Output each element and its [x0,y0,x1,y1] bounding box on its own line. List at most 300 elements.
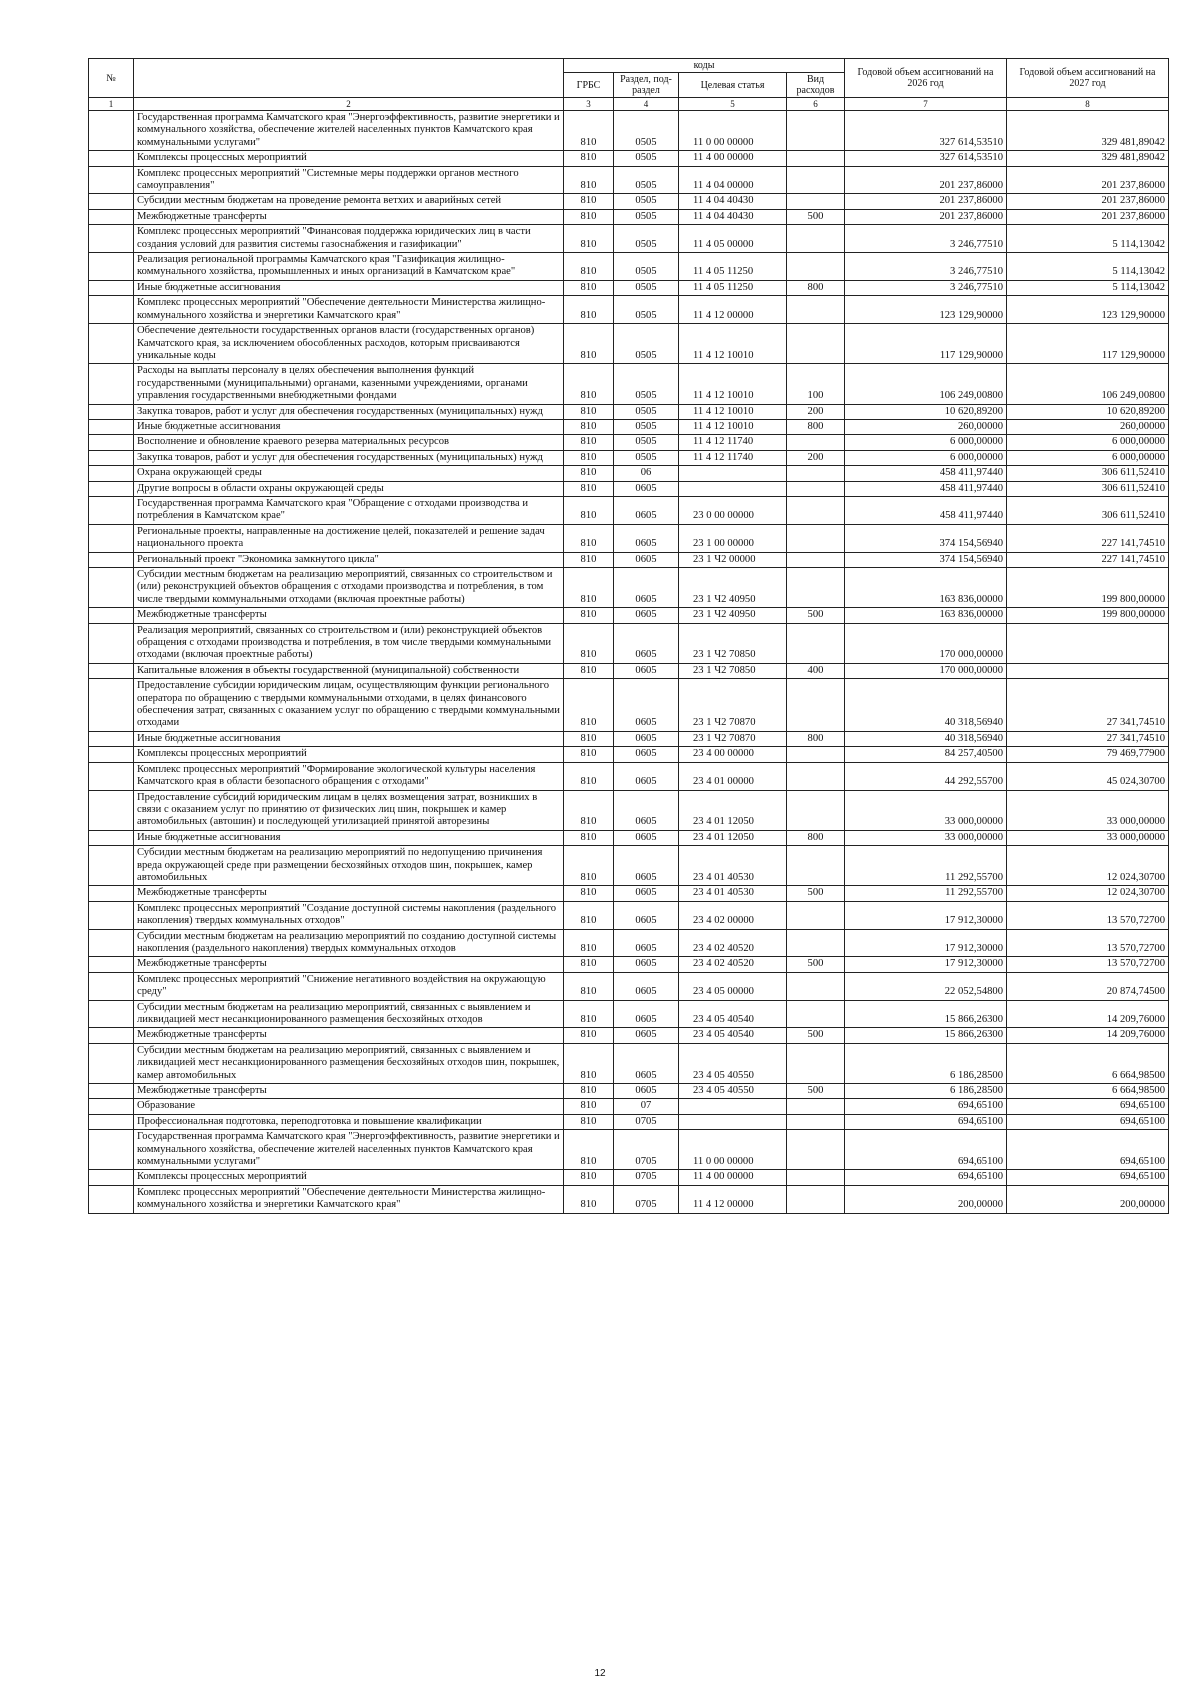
table-row [89,552,1169,567]
item-name-cell: Комплекс процессных мероприятий "Финансовая поддержка юридических лиц в части создания условий для развития системы газоснабжения и газификации" [134,225,564,253]
amount-2027-cell: 694,65100 [1007,1130,1169,1170]
row-number-cell [89,435,134,450]
expense-type-cell: 800 [787,419,845,434]
razdel-cell: 0605 [614,972,679,1000]
amount-2027-cell: 79 469,77900 [1007,747,1169,762]
header-name [134,59,564,98]
amount-2026-cell: 458 411,97440 [845,496,1007,524]
expense-type-cell: 200 [787,450,845,465]
amount-2027-cell: 227 141,74510 [1007,524,1169,552]
row-number-cell [89,481,134,496]
amount-2027-cell: 694,65100 [1007,1114,1169,1129]
expense-type-cell [787,435,845,450]
header-vid: Вид расходов [787,73,845,98]
amount-2026-cell: 10 620,89200 [845,404,1007,419]
target-article-cell: 23 4 02 40520 [679,957,787,972]
razdel-cell: 0605 [614,1043,679,1083]
amount-2026-cell: 458 411,97440 [845,481,1007,496]
row-number-cell [89,419,134,434]
grbs-cell: 810 [564,608,614,623]
target-article-cell: 11 4 00 00000 [679,1170,787,1185]
item-name-cell: Государственная программа Камчатского края "Энергоэффективность, развитие энергетики и коммунального хозяйства, обеспечение жителей населенных пунктов Камчатского края коммунальными услугами" [134,111,564,151]
grbs-cell: 810 [564,404,614,419]
razdel-cell: 0605 [614,830,679,845]
amount-2026-cell: 260,00000 [845,419,1007,434]
header-column-numbers [89,98,1169,111]
amount-2026-cell: 170 000,00000 [845,663,1007,678]
expense-type-cell [787,1099,845,1114]
target-article-cell: 11 4 12 00000 [679,296,787,324]
item-name-cell: Субсидии местным бюджетам на реализацию мероприятий по недопущению причинения вреда окружающей среде при размещении бесхозяйных отходов шин, покрышек, камер автомобильных [134,846,564,886]
target-article-cell: 11 4 00 00000 [679,151,787,166]
grbs-cell: 810 [564,151,614,166]
table-row [89,209,1169,224]
expense-type-cell [787,466,845,481]
grbs-cell: 810 [564,1028,614,1043]
row-number-cell [89,679,134,732]
target-article-cell: 23 4 05 40550 [679,1084,787,1099]
target-article-cell: 23 1 Ч2 40950 [679,608,787,623]
table-row [89,1114,1169,1129]
colnum: 1 [89,98,134,111]
expense-type-cell [787,225,845,253]
header-razdel: Раздел, под-раздел [614,73,679,98]
row-number-cell [89,1000,134,1028]
item-name-cell: Предоставление субсидий юридическим лицам в целях возмещения затрат, возникших в связи с оказанием услуг по принятию от физических лиц шин, покрышек и камер автомобильных (автошин) и последующей утилизацией принятой авторезины [134,790,564,830]
item-name-cell: Межбюджетные трансферты [134,1084,564,1099]
grbs-cell: 810 [564,466,614,481]
amount-2027-cell: 201 237,86000 [1007,209,1169,224]
razdel-cell: 0605 [614,1028,679,1043]
expense-type-cell [787,194,845,209]
target-article-cell: 23 4 01 40530 [679,846,787,886]
grbs-cell: 810 [564,209,614,224]
razdel-cell: 0505 [614,151,679,166]
row-number-cell [89,929,134,957]
razdel-cell: 0605 [614,846,679,886]
amount-2026-cell: 11 292,55700 [845,886,1007,901]
target-article-cell: 11 4 12 11740 [679,450,787,465]
amount-2027-cell: 117 129,90000 [1007,324,1169,364]
target-article-cell: 23 4 05 40550 [679,1043,787,1083]
row-number-cell [89,280,134,295]
target-article-cell: 11 4 05 11250 [679,280,787,295]
amount-2026-cell: 40 318,56940 [845,731,1007,746]
table-row [89,929,1169,957]
table-row [89,886,1169,901]
amount-2027-cell: 27 341,74510 [1007,731,1169,746]
grbs-cell: 810 [564,957,614,972]
row-number-cell [89,886,134,901]
header-2026: Годовой объем ассигнований на 2026 год [845,59,1007,98]
razdel-cell: 0605 [614,496,679,524]
amount-2027-cell: 12 024,30700 [1007,886,1169,901]
row-number-cell [89,1185,134,1213]
row-number-cell [89,1130,134,1170]
amount-2027-cell: 306 611,52410 [1007,496,1169,524]
table-row [89,1000,1169,1028]
razdel-cell: 0605 [614,623,679,663]
amount-2027-cell: 10 620,89200 [1007,404,1169,419]
row-number-cell [89,1084,134,1099]
row-number-cell [89,747,134,762]
amount-2026-cell: 106 249,00800 [845,364,1007,404]
item-name-cell: Субсидии местным бюджетам на реализацию мероприятий по созданию доступной системы накопления (раздельного накопления) твердых коммунальных отходов [134,929,564,957]
amount-2026-cell: 374 154,56940 [845,524,1007,552]
amount-2026-cell: 6 186,28500 [845,1043,1007,1083]
item-name-cell: Образование [134,1099,564,1114]
table-row [89,435,1169,450]
header-num: № [89,59,134,98]
target-article-cell: 11 4 12 00000 [679,1185,787,1213]
grbs-cell: 810 [564,972,614,1000]
expense-type-cell [787,324,845,364]
amount-2027-cell: 33 000,00000 [1007,830,1169,845]
amount-2026-cell: 33 000,00000 [845,790,1007,830]
amount-2026-cell: 15 866,26300 [845,1028,1007,1043]
target-article-cell: 11 4 12 10010 [679,324,787,364]
razdel-cell: 0605 [614,790,679,830]
table-row [89,731,1169,746]
expense-type-cell: 800 [787,731,845,746]
item-name-cell: Межбюджетные трансферты [134,209,564,224]
razdel-cell: 06 [614,466,679,481]
grbs-cell: 810 [564,1130,614,1170]
razdel-cell: 0605 [614,663,679,678]
table-row [89,790,1169,830]
amount-2027-cell: 201 237,86000 [1007,166,1169,194]
row-number-cell [89,450,134,465]
item-name-cell: Субсидии местным бюджетам на реализацию мероприятий, связанных со строительством и (или) реконструкцией объектов обращения с отходами производства и потребления, в том числе твердыми коммунальными отходами (включая проектные работы) [134,568,564,608]
razdel-cell: 0605 [614,929,679,957]
table-row [89,972,1169,1000]
table-row [89,524,1169,552]
expense-type-cell [787,111,845,151]
amount-2026-cell: 327 614,53510 [845,111,1007,151]
razdel-cell: 0605 [614,1084,679,1099]
razdel-cell: 0605 [614,762,679,790]
item-name-cell: Комплекс процессных мероприятий "Обеспечение деятельности Министерства жилищно-коммунального хозяйства и энергетики Камчатского края" [134,296,564,324]
expense-type-cell [787,552,845,567]
item-name-cell: Профессиональная подготовка, переподготовка и повышение квалификации [134,1114,564,1129]
amount-2027-cell: 199 800,00000 [1007,568,1169,608]
amount-2027-cell: 306 611,52410 [1007,466,1169,481]
expense-type-cell: 500 [787,608,845,623]
table-row [89,663,1169,678]
grbs-cell: 810 [564,1000,614,1028]
item-name-cell: Комплекс процессных мероприятий "Снижение негативного воздействия на окружающую среду" [134,972,564,1000]
amount-2027-cell: 13 570,72700 [1007,929,1169,957]
table-row [89,679,1169,732]
grbs-cell: 810 [564,324,614,364]
amount-2026-cell: 327 614,53510 [845,151,1007,166]
expense-type-cell [787,790,845,830]
expense-type-cell: 500 [787,957,845,972]
amount-2027-cell: 14 209,76000 [1007,1000,1169,1028]
target-article-cell: 23 1 Ч2 70850 [679,623,787,663]
expense-type-cell [787,762,845,790]
colnum: 8 [1007,98,1169,111]
table-row [89,111,1169,151]
grbs-cell: 810 [564,166,614,194]
target-article-cell: 11 4 12 10010 [679,404,787,419]
amount-2026-cell: 3 246,77510 [845,225,1007,253]
grbs-cell: 810 [564,846,614,886]
amount-2027-cell: 260,00000 [1007,419,1169,434]
row-number-cell [89,496,134,524]
item-name-cell: Комплексы процессных мероприятий [134,151,564,166]
item-name-cell: Иные бюджетные ассигнования [134,419,564,434]
target-article-cell [679,466,787,481]
amount-2026-cell: 694,65100 [845,1170,1007,1185]
razdel-cell: 0505 [614,166,679,194]
amount-2027-cell: 6 000,00000 [1007,450,1169,465]
amount-2026-cell: 84 257,40500 [845,747,1007,762]
amount-2026-cell: 6 186,28500 [845,1084,1007,1099]
expense-type-cell [787,524,845,552]
table-row [89,1130,1169,1170]
budget-table [88,58,1169,1214]
amount-2026-cell: 201 237,86000 [845,209,1007,224]
amount-2027-cell: 329 481,89042 [1007,111,1169,151]
grbs-cell: 810 [564,731,614,746]
row-number-cell [89,404,134,419]
amount-2026-cell: 3 246,77510 [845,280,1007,295]
table-row [89,419,1169,434]
expense-type-cell: 500 [787,1028,845,1043]
expense-type-cell [787,929,845,957]
target-article-cell: 11 0 00 00000 [679,111,787,151]
item-name-cell: Комплексы процессных мероприятий [134,747,564,762]
razdel-cell: 0505 [614,419,679,434]
expense-type-cell [787,496,845,524]
expense-type-cell [787,1000,845,1028]
grbs-cell: 810 [564,496,614,524]
target-article-cell: 23 4 01 12050 [679,790,787,830]
item-name-cell: Реализация мероприятий, связанных со строительством и (или) реконструкцией объектов обращения с отходами производства и потребления, в том числе твердыми коммунальными отходами (включая проектные работы) [134,623,564,663]
table-row [89,1099,1169,1114]
amount-2026-cell: 22 052,54800 [845,972,1007,1000]
amount-2027-cell: 27 341,74510 [1007,679,1169,732]
razdel-cell: 0705 [614,1170,679,1185]
item-name-cell: Межбюджетные трансферты [134,1028,564,1043]
grbs-cell: 810 [564,280,614,295]
item-name-cell: Иные бюджетные ассигнования [134,731,564,746]
row-number-cell [89,166,134,194]
grbs-cell: 810 [564,1099,614,1114]
amount-2026-cell: 123 129,90000 [845,296,1007,324]
header-row-1 [89,59,1169,73]
razdel-cell: 0605 [614,901,679,929]
item-name-cell: Межбюджетные трансферты [134,957,564,972]
row-number-cell [89,762,134,790]
expense-type-cell: 800 [787,280,845,295]
row-number-cell [89,568,134,608]
amount-2026-cell: 694,65100 [845,1114,1007,1129]
razdel-cell: 0505 [614,253,679,281]
amount-2027-cell: 45 024,30700 [1007,762,1169,790]
target-article-cell: 11 4 05 00000 [679,225,787,253]
item-name-cell: Закупка товаров, работ и услуг для обеспечения государственных (муниципальных) нужд [134,450,564,465]
expense-type-cell: 100 [787,364,845,404]
target-article-cell: 23 1 Ч2 00000 [679,552,787,567]
razdel-cell: 0505 [614,194,679,209]
expense-type-cell [787,747,845,762]
amount-2026-cell: 170 000,00000 [845,623,1007,663]
razdel-cell: 0605 [614,957,679,972]
header-celevaya: Целевая статья [679,73,787,98]
amount-2026-cell: 200,00000 [845,1185,1007,1213]
row-number-cell [89,194,134,209]
row-number-cell [89,364,134,404]
amount-2027-cell: 694,65100 [1007,1170,1169,1185]
expense-type-cell [787,481,845,496]
amount-2026-cell: 694,65100 [845,1099,1007,1114]
amount-2026-cell: 374 154,56940 [845,552,1007,567]
grbs-cell: 810 [564,747,614,762]
table-row [89,1028,1169,1043]
row-number-cell [89,466,134,481]
target-article-cell: 11 4 12 10010 [679,419,787,434]
row-number-cell [89,1114,134,1129]
razdel-cell: 0505 [614,324,679,364]
item-name-cell: Предоставление субсидии юридическим лицам, осуществляющим функции регионального оператора по обращению с твердыми коммунальными отходами, в целях финансового обеспечения затрат, связанных с оказанием услуг по обращению с твердыми коммунальными отходами [134,679,564,732]
grbs-cell: 810 [564,1170,614,1185]
amount-2027-cell: 329 481,89042 [1007,151,1169,166]
target-article-cell: 23 4 02 40520 [679,929,787,957]
razdel-cell: 0605 [614,481,679,496]
colnum: 7 [845,98,1007,111]
amount-2026-cell: 33 000,00000 [845,830,1007,845]
table-row [89,762,1169,790]
target-article-cell: 23 4 05 00000 [679,972,787,1000]
amount-2027-cell [1007,663,1169,678]
amount-2027-cell [1007,623,1169,663]
grbs-cell: 810 [564,790,614,830]
row-number-cell [89,324,134,364]
colnum: 6 [787,98,845,111]
amount-2026-cell: 17 912,30000 [845,957,1007,972]
item-name-cell: Региональный проект "Экономика замкнутого цикла" [134,552,564,567]
expense-type-cell [787,1170,845,1185]
amount-2027-cell: 5 114,13042 [1007,253,1169,281]
grbs-cell: 810 [564,929,614,957]
target-article-cell: 11 4 04 00000 [679,166,787,194]
row-number-cell [89,111,134,151]
amount-2026-cell: 17 912,30000 [845,901,1007,929]
amount-2026-cell: 40 318,56940 [845,679,1007,732]
razdel-cell: 0505 [614,225,679,253]
row-number-cell [89,296,134,324]
row-number-cell [89,846,134,886]
grbs-cell: 810 [564,481,614,496]
page-number: 12 [594,1668,606,1679]
target-article-cell: 23 4 05 40540 [679,1028,787,1043]
expense-type-cell [787,1185,845,1213]
expense-type-cell [787,151,845,166]
grbs-cell: 810 [564,1084,614,1099]
row-number-cell [89,151,134,166]
grbs-cell: 810 [564,364,614,404]
grbs-cell: 810 [564,1114,614,1129]
razdel-cell: 0605 [614,886,679,901]
target-article-cell: 11 4 04 40430 [679,194,787,209]
row-number-cell [89,663,134,678]
item-name-cell: Межбюджетные трансферты [134,886,564,901]
razdel-cell: 0705 [614,1114,679,1129]
grbs-cell: 810 [564,524,614,552]
expense-type-cell: 200 [787,404,845,419]
razdel-cell: 0605 [614,552,679,567]
item-name-cell: Межбюджетные трансферты [134,608,564,623]
item-name-cell: Субсидии местным бюджетам на реализацию мероприятий, связанных с выявлением и ликвидацией мест несанкционированного размещения бесхозяйных отходов шин, покрышек, камер автомобильных [134,1043,564,1083]
table-row [89,830,1169,845]
table-row [89,253,1169,281]
budget-table-body [89,111,1169,1214]
amount-2027-cell: 5 114,13042 [1007,280,1169,295]
razdel-cell: 0505 [614,111,679,151]
expense-type-cell [787,296,845,324]
table-row [89,166,1169,194]
razdel-cell: 0705 [614,1130,679,1170]
item-name-cell: Капитальные вложения в объекты государственной (муниципальной) собственности [134,663,564,678]
amount-2026-cell: 44 292,55700 [845,762,1007,790]
colnum: 3 [564,98,614,111]
target-article-cell: 23 1 Ч2 70850 [679,663,787,678]
grbs-cell: 810 [564,1043,614,1083]
row-number-cell [89,1170,134,1185]
table-row [89,608,1169,623]
row-number-cell [89,972,134,1000]
amount-2026-cell: 458 411,97440 [845,466,1007,481]
amount-2027-cell: 201 237,86000 [1007,194,1169,209]
row-number-cell [89,901,134,929]
grbs-cell: 810 [564,901,614,929]
amount-2027-cell: 123 129,90000 [1007,296,1169,324]
grbs-cell: 810 [564,623,614,663]
grbs-cell: 810 [564,762,614,790]
razdel-cell: 0505 [614,450,679,465]
item-name-cell: Охрана окружающей среды [134,466,564,481]
amount-2027-cell: 12 024,30700 [1007,846,1169,886]
row-number-cell [89,225,134,253]
table-row [89,747,1169,762]
amount-2027-cell: 13 570,72700 [1007,901,1169,929]
grbs-cell: 810 [564,679,614,732]
item-name-cell: Расходы на выплаты персоналу в целях обеспечения выполнения функций государственными (муниципальными) органами, казенными учреждениями, органами управления государственными внебюджетными фондами [134,364,564,404]
grbs-cell: 810 [564,1185,614,1213]
razdel-cell: 0605 [614,731,679,746]
table-row [89,1185,1169,1213]
item-name-cell: Региональные проекты, направленные на достижение целей, показателей и решение задач национального проекта [134,524,564,552]
expense-type-cell [787,166,845,194]
amount-2026-cell: 15 866,26300 [845,1000,1007,1028]
table-row [89,1043,1169,1083]
item-name-cell: Восполнение и обновление краевого резерва материальных ресурсов [134,435,564,450]
table-row [89,450,1169,465]
header-grbs: ГРБС [564,73,614,98]
item-name-cell: Комплексы процессных мероприятий [134,1170,564,1185]
amount-2027-cell: 6 664,98500 [1007,1043,1169,1083]
table-row [89,280,1169,295]
table-row [89,194,1169,209]
expense-type-cell [787,901,845,929]
target-article-cell: 11 0 00 00000 [679,1130,787,1170]
grbs-cell: 810 [564,296,614,324]
grbs-cell: 810 [564,253,614,281]
target-article-cell: 23 4 02 00000 [679,901,787,929]
target-article-cell: 23 0 00 00000 [679,496,787,524]
